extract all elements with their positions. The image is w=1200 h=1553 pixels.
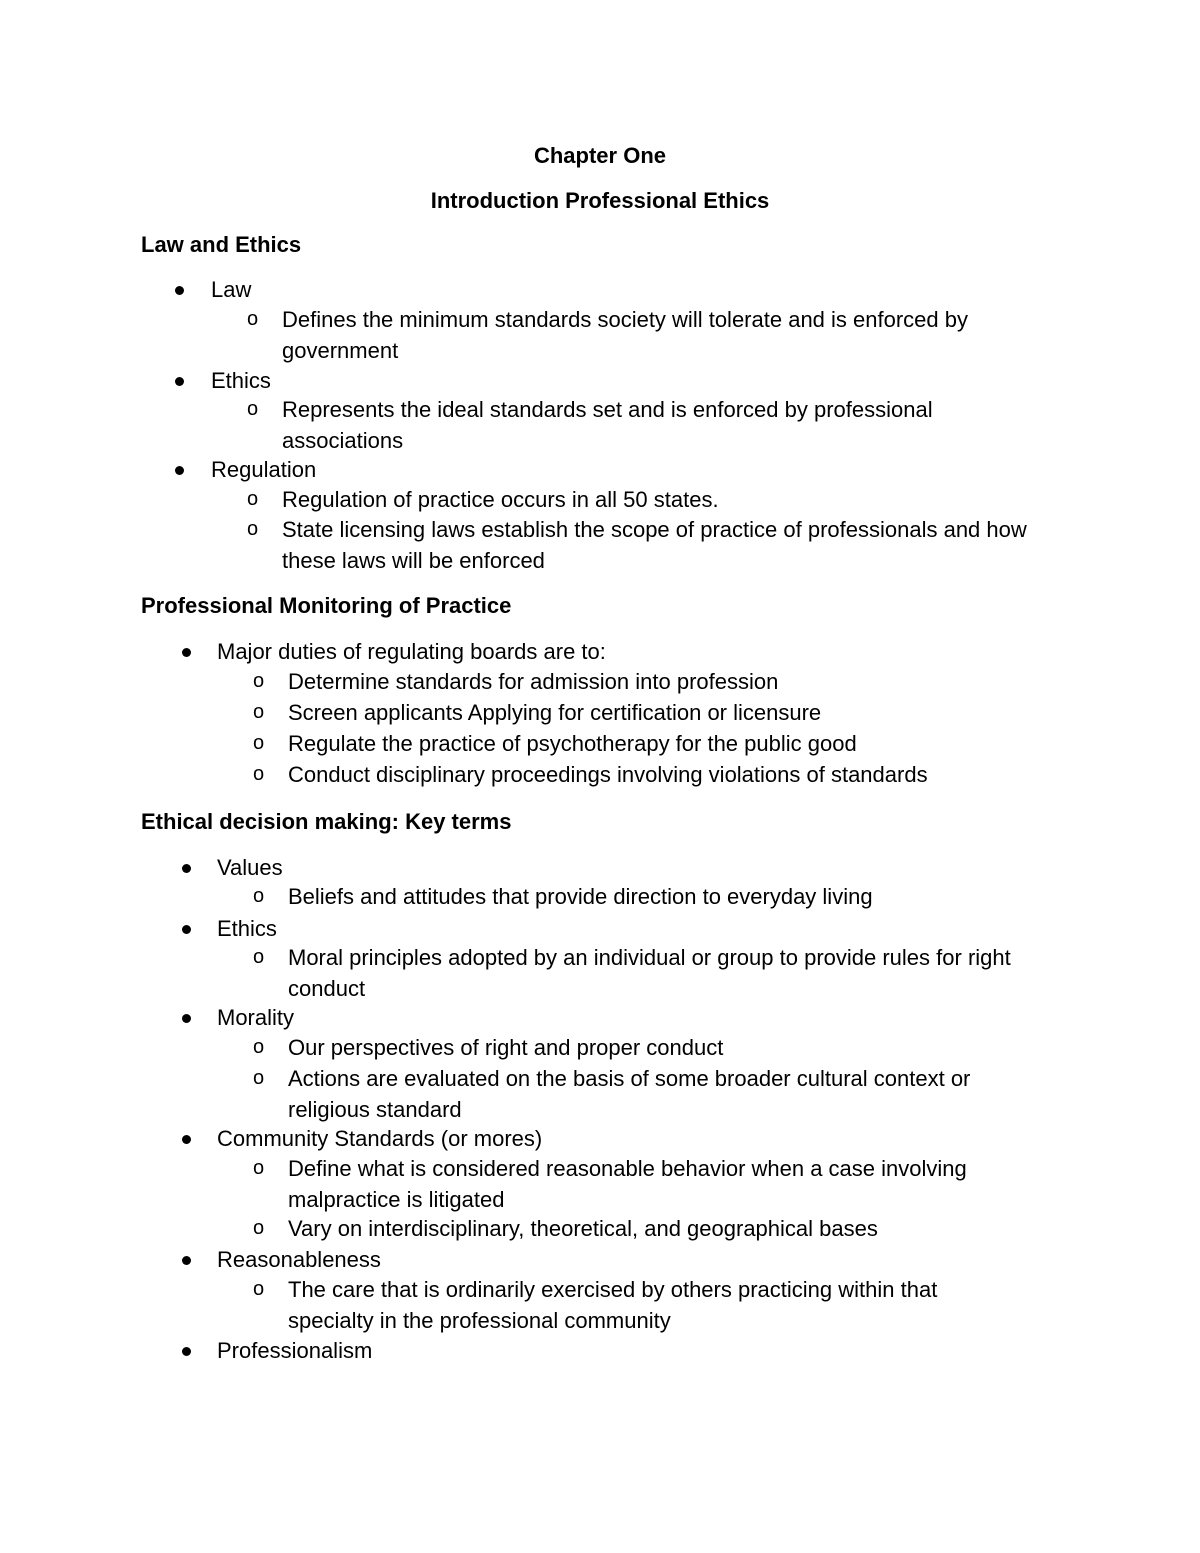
section-heading: Law and Ethics (141, 232, 302, 257)
list-item-label: Law (211, 277, 252, 302)
bullet-icon (182, 925, 191, 934)
sub-bullet-icon: o (253, 1036, 265, 1058)
sub-list-item-text: Regulate the practice of psychotherapy for the public good (288, 731, 857, 756)
sub-bullet-icon: o (247, 308, 259, 330)
bullet-icon (182, 1256, 191, 1265)
sub-bullet-icon: o (247, 518, 259, 540)
sub-bullet-icon: o (247, 398, 259, 420)
sub-list-item-text: Our perspectives of right and proper conduct (288, 1035, 724, 1060)
bullet-icon (182, 1014, 191, 1023)
list-item-label: Ethics (211, 368, 271, 393)
sub-bullet-icon: o (247, 488, 259, 510)
list-item-label: Ethics (217, 916, 277, 941)
sub-list-item-text: Moral principles adopted by an individual or group to provide rules for right conduct (288, 945, 1011, 1001)
sub-bullet-icon: o (253, 732, 265, 754)
sub-bullet-icon: o (253, 1067, 265, 1089)
sub-list-item-text: Defines the minimum standards society will tolerate and is enforced by government (282, 307, 968, 363)
sub-list-item-text: Vary on interdisciplinary, theoretical, and geographical bases (288, 1216, 878, 1241)
list-item-label: Reasonableness (217, 1247, 381, 1272)
bullet-icon (175, 286, 184, 295)
bullet-icon (182, 1135, 191, 1144)
list-item-label: Regulation (211, 457, 317, 482)
sub-bullet-icon: o (253, 1157, 265, 1179)
sub-bullet-icon: o (253, 1278, 265, 1300)
bullet-icon (175, 466, 184, 475)
list-item-label: Community Standards (or mores) (217, 1126, 543, 1151)
sub-list-item-text: Regulation of practice occurs in all 50 states. (282, 487, 719, 512)
section-heading: Professional Monitoring of Practice (141, 593, 512, 618)
sub-list-item-text: Screen applicants Applying for certification or licensure (288, 700, 822, 725)
sub-bullet-icon: o (253, 1217, 265, 1239)
sub-bullet-icon: o (253, 670, 265, 692)
section-heading: Ethical decision making: Key terms (141, 809, 512, 834)
sub-bullet-icon: o (253, 701, 265, 723)
sub-bullet-icon: o (253, 946, 265, 968)
sub-list-item-text: Conduct disciplinary proceedings involving violations of standards (288, 762, 928, 787)
bullet-icon (182, 864, 191, 873)
sub-list-item-text: The care that is ordinarily exercised by others practicing within that specialty in the professional community (288, 1277, 938, 1333)
list-item-label: Values (217, 855, 283, 880)
sub-list-item-text: Define what is considered reasonable behavior when a case involving malpractice is litigated (288, 1156, 967, 1212)
sub-bullet-icon: o (253, 763, 265, 785)
bullet-icon (175, 377, 184, 386)
sub-list-item-text: State licensing laws establish the scope of practice of professionals and how these laws will be enforced (282, 517, 1027, 573)
bullet-icon (182, 1347, 191, 1356)
list-item-label: Morality (217, 1005, 295, 1030)
sub-list-item-text: Beliefs and attitudes that provide direction to everyday living (288, 884, 873, 909)
sub-list-item-text: Actions are evaluated on the basis of some broader cultural context or religious standard (288, 1066, 971, 1122)
bullet-icon (182, 648, 191, 657)
sub-list-item-text: Determine standards for admission into profession (288, 669, 779, 694)
sub-list-item-text: Represents the ideal standards set and is enforced by professional associations (282, 397, 933, 453)
document-subtitle: Introduction Professional Ethics (430, 188, 770, 213)
list-item-label: Professionalism (217, 1338, 373, 1363)
sub-bullet-icon: o (253, 885, 265, 907)
document-title: Chapter One (533, 143, 667, 168)
list-item-label: Major duties of regulating boards are to: (217, 639, 606, 664)
